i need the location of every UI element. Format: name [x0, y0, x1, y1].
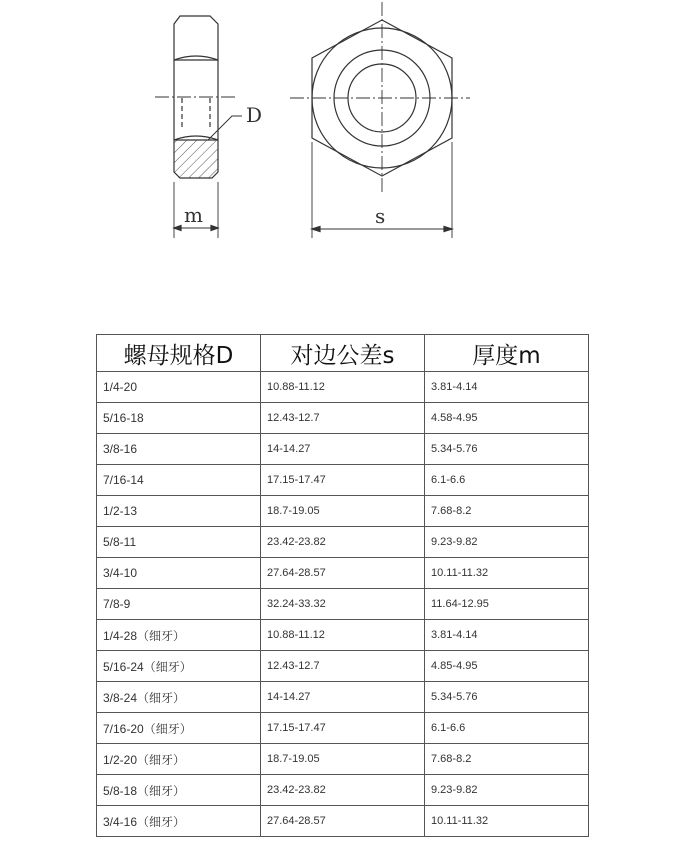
header-nut-spec: 螺母规格D: [97, 335, 261, 372]
table-row: [97, 651, 589, 682]
table-row: [97, 713, 589, 744]
cell-thickness: 3.81-4.14: [425, 372, 589, 403]
label-across-flats: s: [375, 204, 386, 228]
cell-thickness: 5.34-5.76: [425, 434, 589, 465]
table-row: [97, 496, 589, 527]
cell-thickness: 9.23-9.82: [425, 527, 589, 558]
table-row: [97, 806, 589, 837]
table-row: [97, 403, 589, 434]
cell-thickness: 6.1-6.6: [425, 465, 589, 496]
nut-technical-drawing: [0, 0, 676, 300]
header-thickness: 厚度m: [425, 335, 589, 372]
cell-across-flats: 12.43-12.7: [261, 651, 425, 682]
table-row: [97, 589, 589, 620]
cell-spec: 5/16-18: [97, 403, 261, 434]
cell-spec: 5/16-24（细牙）: [97, 651, 261, 682]
table-header-row: [97, 335, 589, 372]
cell-spec: 3/4-10: [97, 558, 261, 589]
cell-spec: 1/2-20（细牙）: [97, 744, 261, 775]
cell-thickness: 7.68-8.2: [425, 744, 589, 775]
table-row: [97, 744, 589, 775]
cell-across-flats: 18.7-19.05: [261, 496, 425, 527]
table-row: [97, 775, 589, 806]
cell-thickness: 11.64-12.95: [425, 589, 589, 620]
table-row: [97, 682, 589, 713]
cell-across-flats: 17.15-17.47: [261, 465, 425, 496]
cell-across-flats: 27.64-28.57: [261, 806, 425, 837]
cell-spec: 5/8-11: [97, 527, 261, 558]
cell-spec: 1/4-20: [97, 372, 261, 403]
table-row: [97, 620, 589, 651]
cell-thickness: 10.11-11.32: [425, 806, 589, 837]
cell-spec: 5/8-18（细牙）: [97, 775, 261, 806]
cell-spec: 1/4-28（细牙）: [97, 620, 261, 651]
label-thickness: m: [184, 203, 203, 227]
cell-thickness: 5.34-5.76: [425, 682, 589, 713]
table-row: [97, 434, 589, 465]
cell-spec: 1/2-13: [97, 496, 261, 527]
cell-spec: 7/16-14: [97, 465, 261, 496]
cell-spec: 3/8-16: [97, 434, 261, 465]
cell-spec: 3/4-16（细牙）: [97, 806, 261, 837]
header-across-flats-tolerance: 对边公差s: [261, 335, 425, 372]
cell-spec: 3/8-24（细牙）: [97, 682, 261, 713]
cell-across-flats: 10.88-11.12: [261, 372, 425, 403]
cell-across-flats: 14-14.27: [261, 682, 425, 713]
label-thread-diameter: D: [246, 103, 263, 127]
cell-across-flats: 27.64-28.57: [261, 558, 425, 589]
cell-thickness: 7.68-8.2: [425, 496, 589, 527]
nut-spec-table: [96, 334, 589, 837]
cell-across-flats: 17.15-17.47: [261, 713, 425, 744]
cell-across-flats: 18.7-19.05: [261, 744, 425, 775]
cell-thickness: 6.1-6.6: [425, 713, 589, 744]
table-row: [97, 527, 589, 558]
cell-thickness: 9.23-9.82: [425, 775, 589, 806]
cell-thickness: 4.85-4.95: [425, 651, 589, 682]
cell-thickness: 10.11-11.32: [425, 558, 589, 589]
cell-across-flats: 12.43-12.7: [261, 403, 425, 434]
cell-thickness: 4.58-4.95: [425, 403, 589, 434]
table-row: [97, 372, 589, 403]
cell-across-flats: 14-14.27: [261, 434, 425, 465]
cell-spec: 7/16-20（细牙）: [97, 713, 261, 744]
cell-across-flats: 32.24-33.32: [261, 589, 425, 620]
cell-thickness: 3.81-4.14: [425, 620, 589, 651]
table-row: [97, 558, 589, 589]
cell-across-flats: 23.42-23.82: [261, 775, 425, 806]
cell-across-flats: 10.88-11.12: [261, 620, 425, 651]
table-row: [97, 465, 589, 496]
cell-spec: 7/8-9: [97, 589, 261, 620]
nut-front-view: [290, 2, 470, 238]
cell-across-flats: 23.42-23.82: [261, 527, 425, 558]
